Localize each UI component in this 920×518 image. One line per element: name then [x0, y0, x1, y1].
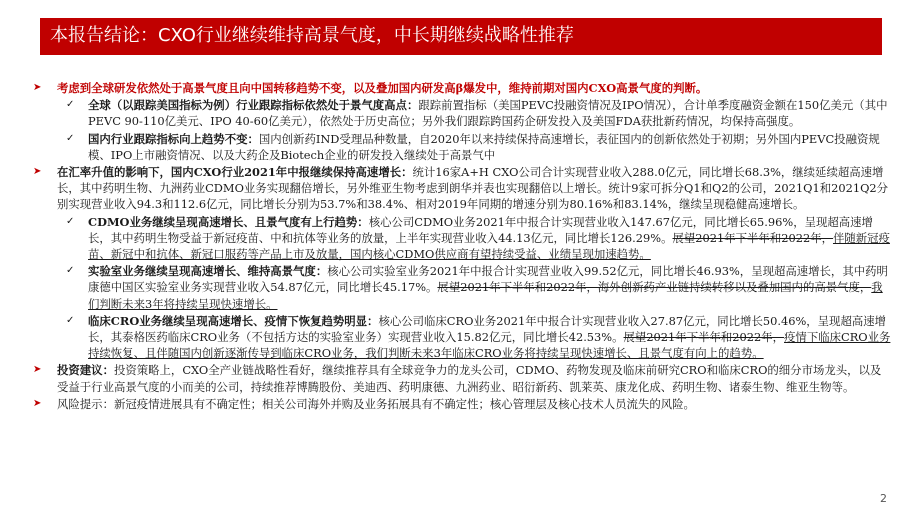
sub-bullet-text: 核心公司临床CRO业务2021年中报合计实现营业收入27.87亿元，同比增长50.46%，呈现超高速增长，其泰格医药临床CRO业务（不包括方达的实验室业务）实现营业收入15.82亿元，同比增长42.53%。 — [88, 313, 887, 345]
check-bullet-icon: ✓ — [66, 99, 75, 111]
bullet-interim-results — [32, 164, 892, 213]
slide-body — [32, 80, 892, 413]
bullet-text: 考虑到全球研发依然处于高景气度且向中国转移趋势不变，以及叠加国内研发高β爆发中，维持前期对国内CXO高景气度的判断。 — [57, 81, 708, 95]
sub-bullet-text: 核心公司CDMO业务2021年中报合计实现营业收入147.67亿元，同比增长65.96%，呈现超高速增长，其中药明生物受益于新冠疫苗、中和抗体等业务的放量，上半年实现营业收入44.13亿元，同比增长126.29%。 — [88, 214, 873, 245]
struck-text: 展望2021年下半年和2022年， — [672, 230, 833, 245]
bullet-text: 投资策略上，CXO全产业链战略性看好，继续推荐具有全球竞争力的龙头公司，CDMO、药物发现及临床前研究CRO和临床CRO的细分市场龙头，以及受益于行业高景气度的小而美的公司，持续推荐博腾股份、美迪西、药明康德、九洲药业、昭衍新药、凯莱英、康龙化成、药明生物、诸泰生物、维亚生物等。 — [57, 363, 882, 394]
sub-bullet-global-indicators — [32, 97, 892, 129]
sub-bullet-domestic-indicators — [32, 131, 892, 163]
struck-text: 展望2021年下半年和2022年，海外创新药产业链持续转移以及叠加国内的高景气度， — [437, 280, 872, 295]
bullet-heading: 在汇率升值的影响下，国内CXO行业2021年中报继续保持高速增长： — [57, 165, 413, 180]
arrow-bullet-icon: ➤ — [33, 166, 42, 178]
sub-bullet-heading: 临床CRO业务继续呈现高速增长、疫情下恢复趋势明显： — [88, 313, 379, 328]
sub-bullet-heading: CDMO业务继续呈现高速增长、且景气度有上行趋势： — [88, 214, 369, 229]
sub-bullet-lab-services — [32, 263, 892, 312]
arrow-bullet-icon: ➤ — [33, 364, 42, 376]
bullet-investment-advice — [32, 362, 892, 394]
check-bullet-icon: ✓ — [66, 215, 75, 227]
sub-bullet-heading: 国内行业跟踪指标向上趋势不变： — [88, 131, 259, 146]
arrow-bullet-icon: ➤ — [33, 397, 42, 409]
slide-title-bar — [40, 18, 882, 55]
sub-bullet-text: 跟踪前置指标（美国PEVC投融资情况及IPO情况），合计单季度融资金额在150亿美元（其中PEVC 90-110亿美元、IPO 40-60亿美元），依然处于历史高位；另外我们跟踪跨国药企研发投入及美国FDA获批新药情况，均保持高强度。 — [88, 98, 888, 129]
sub-bullet-clinical-cro — [32, 313, 892, 362]
underlined-text: 伴随新冠疫苗、新冠中和抗体、新冠口服药等产品上市及放量，国内核心CDMO供应商有望持续受益、业绩呈现加速趋势。 — [88, 230, 890, 262]
page-number: 2 — [880, 492, 887, 505]
check-bullet-icon: ✓ — [66, 265, 75, 277]
check-bullet-icon: ✓ — [66, 314, 75, 326]
sub-bullet-heading: 实验室业务继续呈现高速增长、维持高景气度： — [88, 264, 328, 279]
bullet-risk-warning — [32, 396, 892, 412]
bullet-heading: 投资建议： — [57, 363, 114, 378]
sub-bullet-heading: 全球（以跟踪美国指标为例）行业跟踪指标依然处于景气度高点： — [88, 98, 419, 113]
underlined-text: 我们判断未来3年将持续呈现快速增长。 — [88, 280, 883, 311]
bullet-global-rd — [32, 80, 892, 96]
underlined-text: 疫情下临床CRO业务持续恢复、且伴随国内创新逐渐传导到临床CRO业务，我们判断未来3年临床CRO业务将持续呈现快速增长、且景气度有向上的趋势。 — [88, 330, 891, 361]
arrow-bullet-icon: ➤ — [33, 82, 42, 93]
sub-bullet-cdmo — [32, 214, 892, 263]
sub-bullet-text: 核心公司实验室业务2021年中报合计实现营业收入99.52亿元，同比增长46.93%，呈现超高速增长，其中药明康德中国区实验室业务实现营业收入54.87亿元，同比增长45.17%。 — [88, 264, 888, 295]
sub-bullet-text: 国内创新药IND受理品种数量，自2020年以来持续保持高速增长，表征国内的创新依然处于初期；另外国内PEVC投融资规模、IPO上市融资情况、以及大药企及Biotech企业的研发投入继续处于高景气中 — [88, 131, 880, 162]
bullet-text: 风险提示：新冠疫情进展具有不确定性；相关公司海外并购及业务拓展具有不确定性；核心管理层及核心技术人员流失的风险。 — [57, 396, 695, 411]
slide-title: 本报告结论：CXO行业继续维持高景气度，中长期继续战略性推荐 — [50, 25, 574, 46]
check-bullet-icon: ✓ — [66, 132, 75, 144]
struck-text: 展望2021年下半年和2022年， — [623, 330, 785, 345]
bullet-text: 统计16家A+H CXO公司合计实现营业收入288.0亿元，同比增长68.3%，继续延续超高速增长，其中药明生物、九洲药业CDMO业务实现翻倍增长，另外维亚生物考虑到朗华并表也实现翻倍以上增长。统计9家可拆分Q1和Q2的公司，2021Q1和2021Q2分别实现营业收入94.3和112.6亿元，同比增长分别为53.7%和38.4%、相对2019年同期的增速分别为80.16%和83.14%，继续呈现稳健高速增长。 — [57, 165, 889, 212]
